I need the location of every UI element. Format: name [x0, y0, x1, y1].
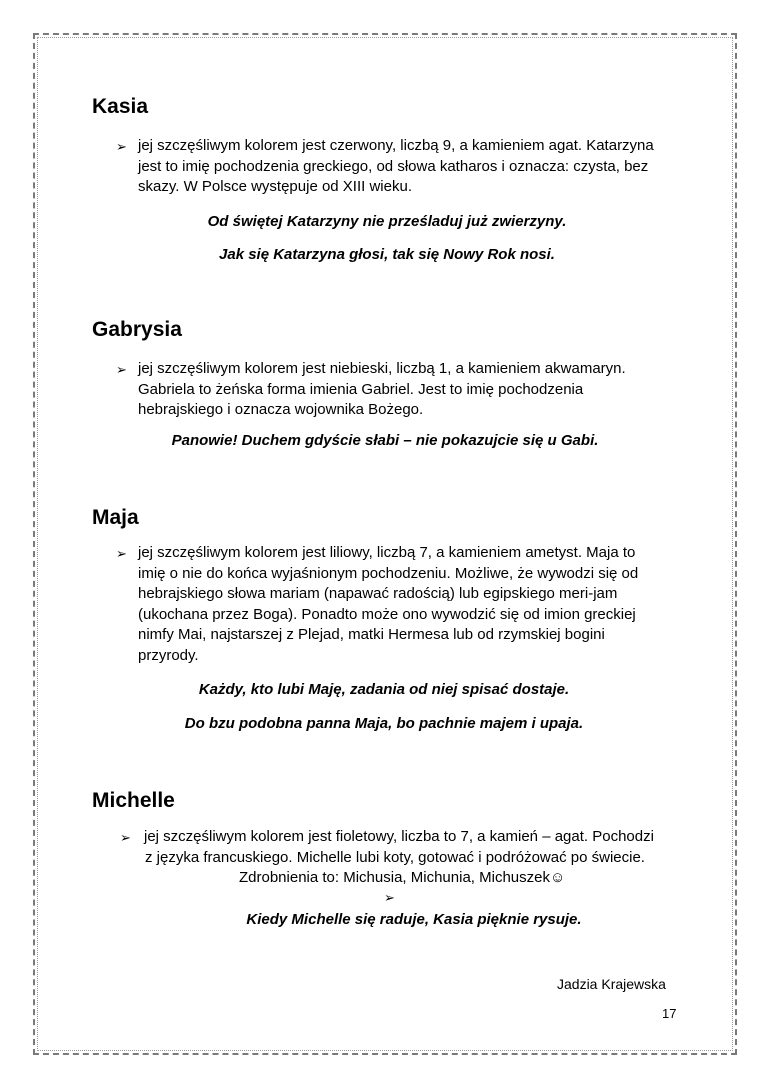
text-line: nimfy Mai, najstarszej z Plejad, matki Hermesa lub od rzymskiej bogini: [138, 626, 605, 643]
arrow-bullet-icon: ➢: [120, 830, 131, 845]
section-heading: Michelle: [92, 789, 175, 812]
arrow-bullet-icon: ➢: [384, 890, 395, 905]
text-line: jej szczęśliwym kolorem jest niebieski, liczbą 1, a kamieniem akwamaryn.: [138, 360, 626, 377]
signature: Jadzia Krajewska: [557, 976, 666, 992]
section-kasia: [92, 94, 692, 263]
section-michelle: [92, 788, 692, 928]
proverb: Kiedy Michelle się raduje, Kasia pięknie rysuje.: [246, 911, 582, 928]
text-line: jest to imię pochodzenia greckiego, od słowa katharos i oznacza: czysta, bez: [138, 157, 649, 175]
text-line: (ukochana przez Boga). Ponadto może ono wywodzić się od imion greckiej: [138, 605, 636, 623]
arrow-bullet-icon: ➢: [116, 546, 127, 561]
section-body: [138, 136, 698, 198]
arrow-bullet-icon: ➢: [116, 362, 127, 377]
proverb: Od świętej Katarzyny nie prześladuj już zwierzyny.: [207, 213, 567, 230]
section-heading: Gabrysia: [92, 318, 182, 341]
section-heading: Kasia: [92, 95, 149, 118]
text-line: przyrody.: [138, 646, 199, 664]
text-line: jej szczęśliwym kolorem jest fioletowy, liczba to 7, a kamień – agat. Pochodzi: [144, 828, 654, 845]
proverb: Każdy, kto lubi Maję, zadania od niej spisać dostaje.: [198, 681, 570, 698]
text-line: Zdrobnienia to: Michusia, Michunia, Michuszek☺: [239, 869, 566, 886]
text-line: hebrajskiego i oznacza wojownika Bożego.: [138, 401, 424, 418]
text-line: z języka francuskiego. Michelle lubi koty, gotować i podróżować po świecie.: [145, 849, 645, 866]
proverb: Jak się Katarzyna głosi, tak się Nowy Rok nosi.: [219, 246, 555, 263]
text-line: Gabriela to żeńska forma imienia Gabriel. Jest to imię pochodzenia: [138, 380, 584, 398]
text-line: jej szczęśliwym kolorem jest liliowy, liczbą 7, a kamieniem ametyst. Maja to: [138, 544, 636, 561]
proverb: Do bzu podobna panna Maja, bo pachnie majem i upaja.: [184, 715, 584, 732]
text-line: skazy. W Polsce występuje od XIII wieku.: [138, 178, 412, 195]
proverb: Panowie! Duchem gdyście słabi – nie pokazujcie się u Gabi.: [171, 432, 599, 449]
section-body: [138, 543, 698, 666]
section-heading: Maja: [92, 506, 139, 529]
page-number: 17: [662, 1006, 677, 1021]
section-maja: [92, 505, 692, 732]
arrow-bullet-icon: ➢: [116, 139, 127, 154]
text-line: imię o nie do końca wyjaśnionym pochodzeniu. Możliwe, że wywodzi się od: [138, 564, 639, 582]
text-line: jej szczęśliwym kolorem jest czerwony, liczbą 9, a kamieniem agat. Katarzyna: [138, 137, 654, 154]
section-gabrysia: [92, 317, 692, 449]
section-body: [138, 359, 698, 421]
text-line: hebrajskiego słowa mariam (napawać radością) lub egipskiego meri-jam: [138, 585, 618, 602]
